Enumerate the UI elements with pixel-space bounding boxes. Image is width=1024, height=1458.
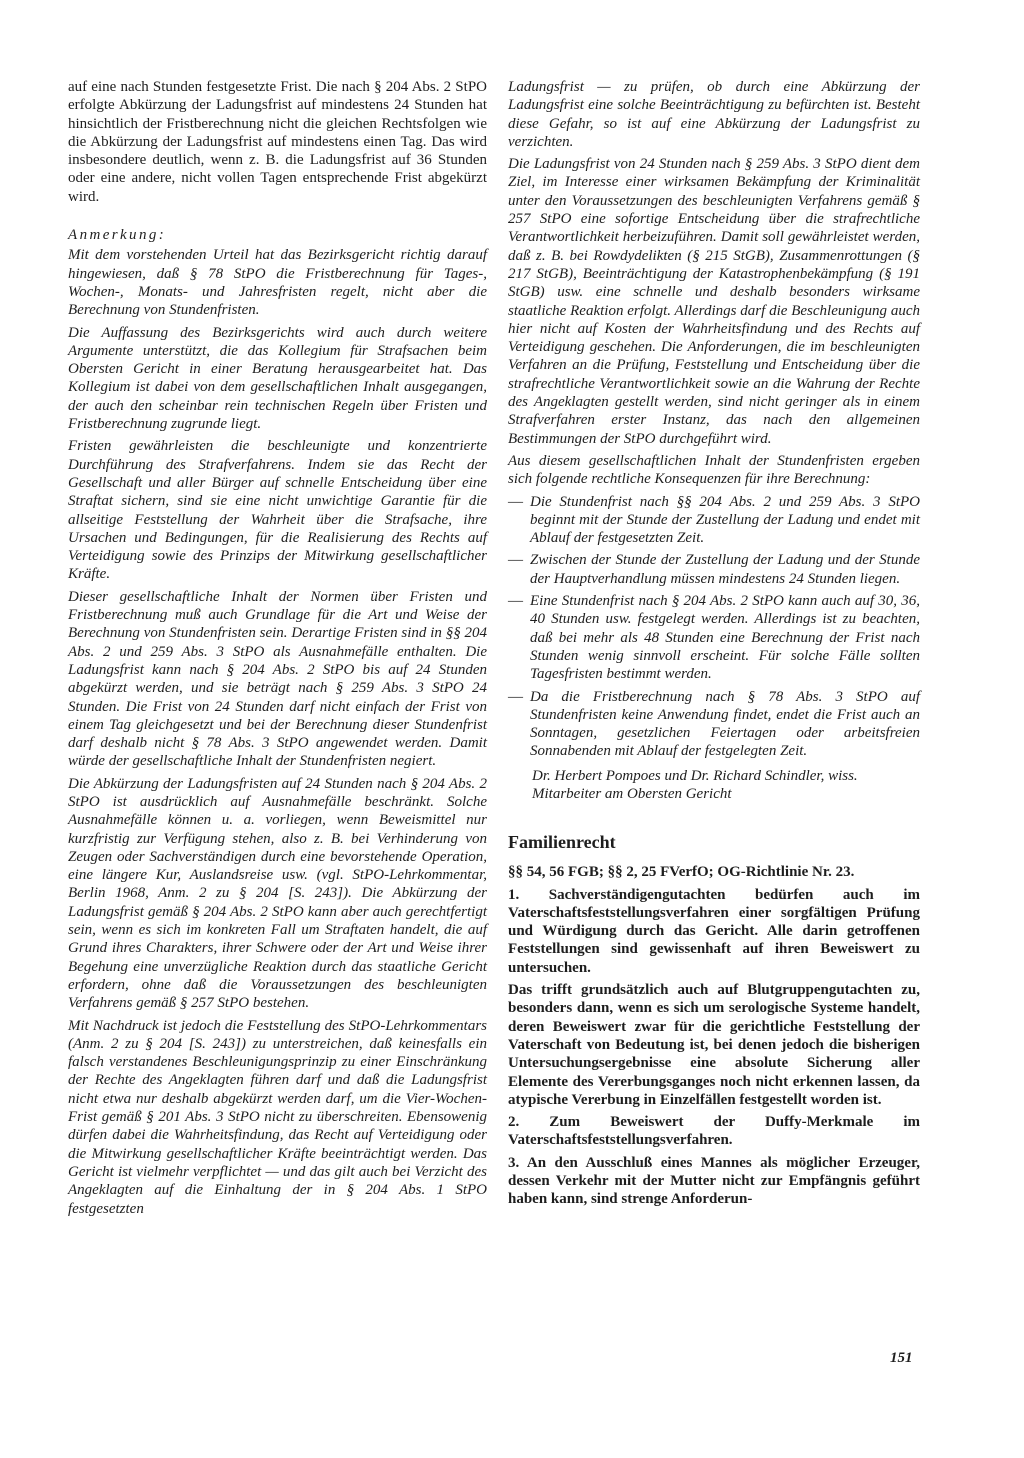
consequences-list [508, 493, 920, 761]
annotation-paragraph: Aus diesem gesellschaftlichen Inhalt der Stundenfristen ergeben sich folgende rechtliche Konsequenzen für ihre Berechnung: [508, 452, 920, 488]
annotation-label: Anmerkung: [68, 227, 167, 244]
annotation-paragraph: Die Abkürzung der Ladungsfristen auf 24 Stunden nach § 204 Abs. 2 StPO ist ausdrücklich auf Ausnahmefälle beschränkt. Solche Ausnahmefälle können u. a. vorliegen, wenn Beweismittel nur kurzfristig zur Verfügung stehen, also z. B. bei Verhinderung von Zeugen oder Sachverständigen durch eine bevorstehende Operation, eine längere Kur, Auslandsreise usw. (vgl. StPO-Lehrkommentar, Berlin 1968, Anm. 2 zu § 204 [S. 243]). Die Abkürzung der Ladungsfrist gemäß § 204 Abs. 2 StPO kann aber auch gerechtfertigt sein, wenn es sich im konkreten Fall um Straftaten handelt, die auf Grund ihres Charakters, ihrer Schwere oder der Art und Weise ihrer Begehung eine unverzügliche Reaktion durch das staatliche Gericht erfordern, ohne daß die Voraussetzungen des beschleunigten Verfahrens gemäß § 257 StPO bestehen. [68, 775, 487, 1012]
annotation-block [68, 226, 487, 1218]
annotation-paragraph: Dieser gesellschaftliche Inhalt der Normen über Fristen und Fristberechnung muß auch Grundlage für die Art und Weise der Berechnung von Stundenfristen sein. Derartige Fristen sind in §§ 204 Abs. 2 und 259 Abs. 3 StPO als Ausnahmefälle enthalten. Die Ladungsfrist kann nach § 204 Abs. 2 StPO bis auf 24 Stunden abgekürzt werden, und sie beträgt nach § 259 Abs. 3 StPO 24 Stunden. Die Frist von 24 Stunden darf nicht einfach der Frist von einem Tag gleichgesetzt und bei der Berechnung dieser Stundenfrist darf deshalb nicht § 78 Abs. 3 StPO angewendet werden. Damit würde der gesellschaftliche Inhalt der Stundenfristen negiert. [68, 588, 487, 770]
section-heading: Familienrecht [508, 832, 616, 853]
intro-paragraph: auf eine nach Stunden festgesetzte Frist. Die nach § 204 Abs. 2 StPO erfolgte Abkürzung der Ladungsfrist auf mindestens 24 Stunden hat hinsichtlich der Fristberechnung nicht die gleichen Rechtsfolgen wie die Abkürzung der Ladungsfrist auf mindestens einen Tag. Das wird insbesondere deutlich, wenn z. B. die Ladungsfrist auf 36 Stunden oder eine andere, nicht vollen Tagen entsprechende Frist abgekürzt wird. [68, 79, 487, 205]
author-signature: Dr. Herbert Pompoes und Dr. Richard Schindler, wiss. Mitarbeiter am Obersten Gericht [532, 767, 858, 802]
annotation-paragraph: Die Auffassung des Bezirksgerichts wird auch durch weitere Argumente unterstützt, die das Kollegium für Strafsachen beim Obersten Gericht in einer Beratung herausgearbeitet hat. Das Kollegium ist dabei von dem gesellschaftlichen Inhalt ausgegangen, der auch den scheinbar rein technischen Regeln über Fristen und Fristberechnung zugrunde liegt. [68, 324, 487, 433]
list-item: — Eine Stundenfrist nach § 204 Abs. 2 StPO kann auch auf 30, 36, 40 Stunden usw. festgelegt werden. Allerdings ist zu beachten, daß bei mehr als 48 Stunden eine Berechnung der Frist nach Stunden wenig sinnvoll erscheint. Für solche Fälle sollten Tagesfristen bestimmt werden. [508, 592, 920, 683]
headnote-paragraph: 3. An den Ausschluß eines Mannes als möglicher Erzeuger, dessen Verkehr mit der Mutter nicht zur Empfängnis geführt haben kann, sind strenge Anforderun- [508, 1154, 920, 1208]
headnote-paragraph: Das trifft grundsätzlich auch auf Blutgruppengutachten zu, besonders dann, wenn es sich um serologische Systeme handelt, deren Beweiswert zwar für die gerichtliche Feststellung der Vaterschaft von Bedeutung ist, bei denen jedoch die bisherigen Untersuchungsergebnisse eine absolute Sicherung aller Elemente des Vererbungsganges noch nicht erkennen lassen, da atypische Vererbung in Einzelfällen festgestellt worden ist. [508, 982, 920, 1108]
right-column [508, 78, 920, 1213]
list-item: — Zwischen der Stunde der Zustellung der Ladung und der Stunde der Hauptverhandlung müssen mindestens 24 Stunden liegen. [508, 551, 920, 588]
list-item: — Da die Fristberechnung nach § 78 Abs. 3 StPO auf Stundenfristen keine Anwendung findet, endet die Frist auch an Sonntagen, gesetzlichen Feiertagen oder arbeitsfreien Sonnabenden mit Ablauf der festgelegten Zeit. [508, 688, 920, 761]
headnote-paragraph: 1. Sachverständigengutachten bedürfen auch im Vaterschaftsfeststellungsverfahren einer sorgfältigen Prüfung und Würdigung durch das Gericht. Alle darin getroffenen Feststellungen sind gewissenhaft auf ihren Beweiswert zu untersuchen. [508, 886, 920, 976]
annotation-paragraph: Ladungsfrist — zu prüfen, ob durch eine Abkürzung der Ladungsfrist eine solche Beeinträchtigung zu befürchten ist. Besteht diese Gefahr, so ist auf eine Abkürzung der Ladungsfrist zu verzichten. [508, 79, 920, 150]
page-number: 151 [890, 1350, 913, 1366]
annotation-continued [508, 78, 920, 803]
left-column [68, 78, 487, 1222]
annotation-paragraph: Die Ladungsfrist von 24 Stunden nach § 259 Abs. 3 StPO dient dem Ziel, im Interesse einer wirksamen Bekämpfung der Kriminalität unter den Voraussetzungen des beschleunigten Verfahrens gemäß § 257 StPO eine sofortige Entscheidung über die strafrechtliche Verantwortlichkeit herbeizuführen. Damit soll gewährleistet werden, daß z. B. bei Rowdydelikten (§ 215 StGB), Zusammenrottungen (§ 217 StGB), Beeinträchtigung der Katastrophenbekämpfung (§ 191 StGB) usw. eine schnelle und deshalb besonders wirksame staatliche Reaktion erfolgt. Allerdings darf die Beschleunigung auch hier nicht auf Kosten der Wahrheitsfindung und des Rechts auf Verteidigung geschehen. Die Anforderungen, die im beschleunigten Verfahren an die Prüfung, Feststellung und Entscheidung über die strafrechtliche Verantwortlichkeit sowie an die Wahrung der Rechte des Angeklagten gestellt werden, sind nicht geringer als in einem Strafverfahren erster Instanz, das nach den allgemeinen Bestimmungen der StPO durchgeführt wird. [508, 156, 920, 447]
annotation-paragraph: Mit dem vorstehenden Urteil hat das Bezirksgericht richtig darauf hingewiesen, daß § 78 StPO die Fristberechnung für Tages-, Wochen-, Monats- und Jahresfristen regelt, nicht aber die Berechnung von Stundenfristen. [68, 247, 487, 319]
list-item: — Die Stundenfrist nach §§ 204 Abs. 2 und 259 Abs. 3 StPO beginnt mit der Stunde der Zustellung der Ladung und endet mit Ablauf der festgesetzten Zeit. [508, 493, 920, 548]
annotation-paragraph: Fristen gewährleisten die beschleunigte und konzentrierte Durchführung des Strafverfahrens. Indem sie das Recht der Gesellschaft und aller Bürger auf schnelle Entscheidung über eine Straftat sichern, sind sie eine nicht unwichtige Garantie für die allseitige Feststellung der Wahrheit über die Strafsache, ihre Ursachen und Bedingungen, für die Realisierung des Rechts auf Verteidigung sowie des Prinzips der Mitwirkung gesellschaftlicher Kräfte. [68, 438, 487, 583]
headnote-paragraph: 2. Zum Beweiswert der Duffy-Merkmale im Vaterschaftsfeststellungsverfahren. [508, 1114, 920, 1149]
intro-block [68, 78, 487, 206]
law-references: §§ 54, 56 FGB; §§ 2, 25 FVerfO; OG-Richtlinie Nr. 23. [508, 864, 855, 881]
headnote-block [508, 863, 920, 1208]
annotation-paragraph: Mit Nachdruck ist jedoch die Feststellung des StPO-Lehrkommentars (Anm. 2 zu § 204 [S. 243]) zu unterstreichen, daß keinesfalls ein falsch verstandenes Beschleunigungsprinzip zu einer Einschränkung der Rechte des Angeklagten führen darf und daß die Ladungsfrist nicht etwa nur deshalb abgekürzt werden darf, um die Vier-Wochen-Frist gemäß § 201 Abs. 3 StPO nicht zu überschreiten. Ebensowenig dürfen dabei die Wahrheitsfindung, das Recht auf Verteidigung oder die Mitwirkung gesellschaftlicher Kräfte beeinträchtigt werden. Das Gericht ist vielmehr verpflichtet — und das gilt auch bei Verzicht des Angeklagten auf die Einhaltung der in § 204 Abs. 1 StPO festgesetzten [68, 1017, 487, 1217]
